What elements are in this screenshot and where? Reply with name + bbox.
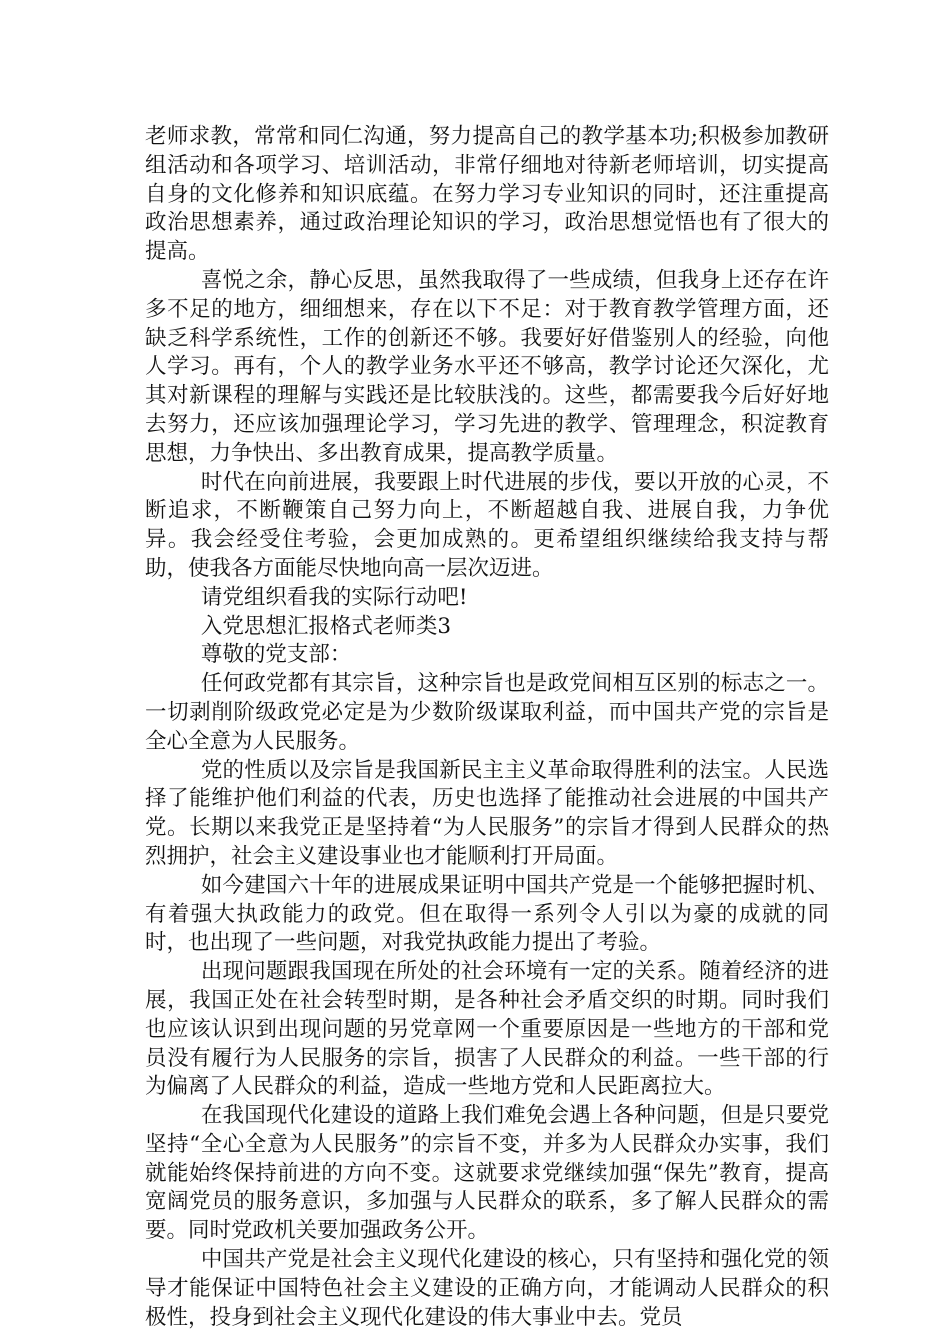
paragraph-achievements: 如今建国六十年的进展成果证明中国共产党是一个能够把握时机、有着强大执政能力的政党。但在取得一系列令人引以为豪的成就的同时，也出现了一些问题，对我党执政能力提出了考验。 bbox=[145, 872, 829, 956]
section-title: 入党思想汇报格式老师类3 bbox=[200, 613, 452, 639]
paragraph-closing: 请党组织看我的实际行动吧! bbox=[200, 584, 468, 610]
paragraph-party-nature: 党的性质以及宗旨是我国新民主主义革命取得胜利的法宝。人民选择了能维护他们利益的代表，历史也选择了能推动社会进展的中国共产党。长期以来我党正是坚持着“为人民服务”的宗旨才得到人民群众的热烈拥护，社会主义建设事业也才能顺利打开局面。 bbox=[145, 757, 829, 869]
salutation: 尊敬的党支部： bbox=[200, 642, 352, 668]
paragraph-modernization: 在我国现代化建设的道路上我们难免会遇上各种问题，但是只要党坚持“全心全意为人民服务”的宗旨不变，并多为人民群众办实事，我们就能始终保持前进的方向不变。这就要求党继续加强“保先”教育，提高宽阔党员的服务意识，多加强与人民群众的联系，多了解人民群众的需要。同时党政机关要加强政务公开。 bbox=[145, 1103, 829, 1244]
paragraph-party-purpose: 任何政党都有其宗旨，这种宗旨也是政党间相互区别的标志之一。一切剥削阶级政党必定是为少数阶级谋取利益，而中国共产党的宗旨是全心全意为人民服务。 bbox=[145, 671, 829, 754]
paragraph-continuation: 老师求教，常常和同仁沟通，努力提高自己的教学基本功;积极参加教研组活动和各项学习、培训活动，非常仔细地对待新老师培训，切实提高自身的文化修养和知识底蕴。在努力学习专业知识的同时，还注重提高政治思想素养，通过政治理论知识的学习，政治思想觉悟也有了很大的提高。 bbox=[145, 124, 829, 265]
paragraph-reflection: 喜悦之余，静心反思，虽然我取得了一些成绩，但我身上还存在许多不足的地方，细细想来，存在以下不足：对于教育教学管理方面，还缺乏科学系统性，工作的创新还不够。我要好好借鉴别人的经验，向他人学习。再有，个人的教学业务水平还不够高，教学讨论还欠深化，尤其对新课程的理解与实践还是比较肤浅的。这些，都需要我今后好好地去努力，还应该加强理论学习，学习先进的教学、管理理念，积淀教育思想，力争快出、多出教育成果，提高教学质量。 bbox=[145, 267, 829, 466]
paragraph-progress: 时代在向前进展，我要跟上时代进展的步伐，要以开放的心灵，不断追求，不断鞭策自己努力向上，不断超越自我、进展自我，力争优异。我会经受住考验，会更加成熟的。更希望组织继续给我支持与帮助，使我各方面能尽快地向高一层次迈进。 bbox=[145, 469, 829, 581]
document-body bbox=[145, 123, 829, 1332]
paragraph-problems: 出现问题跟我国现在所处的社会环境有一定的关系。随着经济的进展，我国正处在社会转型时期，是各种社会矛盾交织的时期。同时我们也应该认识到出现问题的另党章网一个重要原因是一些地方的干部和党员没有履行为人民服务的宗旨，损害了人民群众的利益。一些干部的行为偏离了人民群众的利益，造成一些地方党和人民距离拉大。 bbox=[145, 959, 829, 1100]
paragraph-core-leadership: 中国共产党是社会主义现代化建设的核心，只有坚持和强化党的领导才能保证中国特色社会主义建设的正确方向，才能调动人民群众的积极性，投身到社会主义现代化建设的伟大事业中去。党员 bbox=[145, 1247, 829, 1330]
